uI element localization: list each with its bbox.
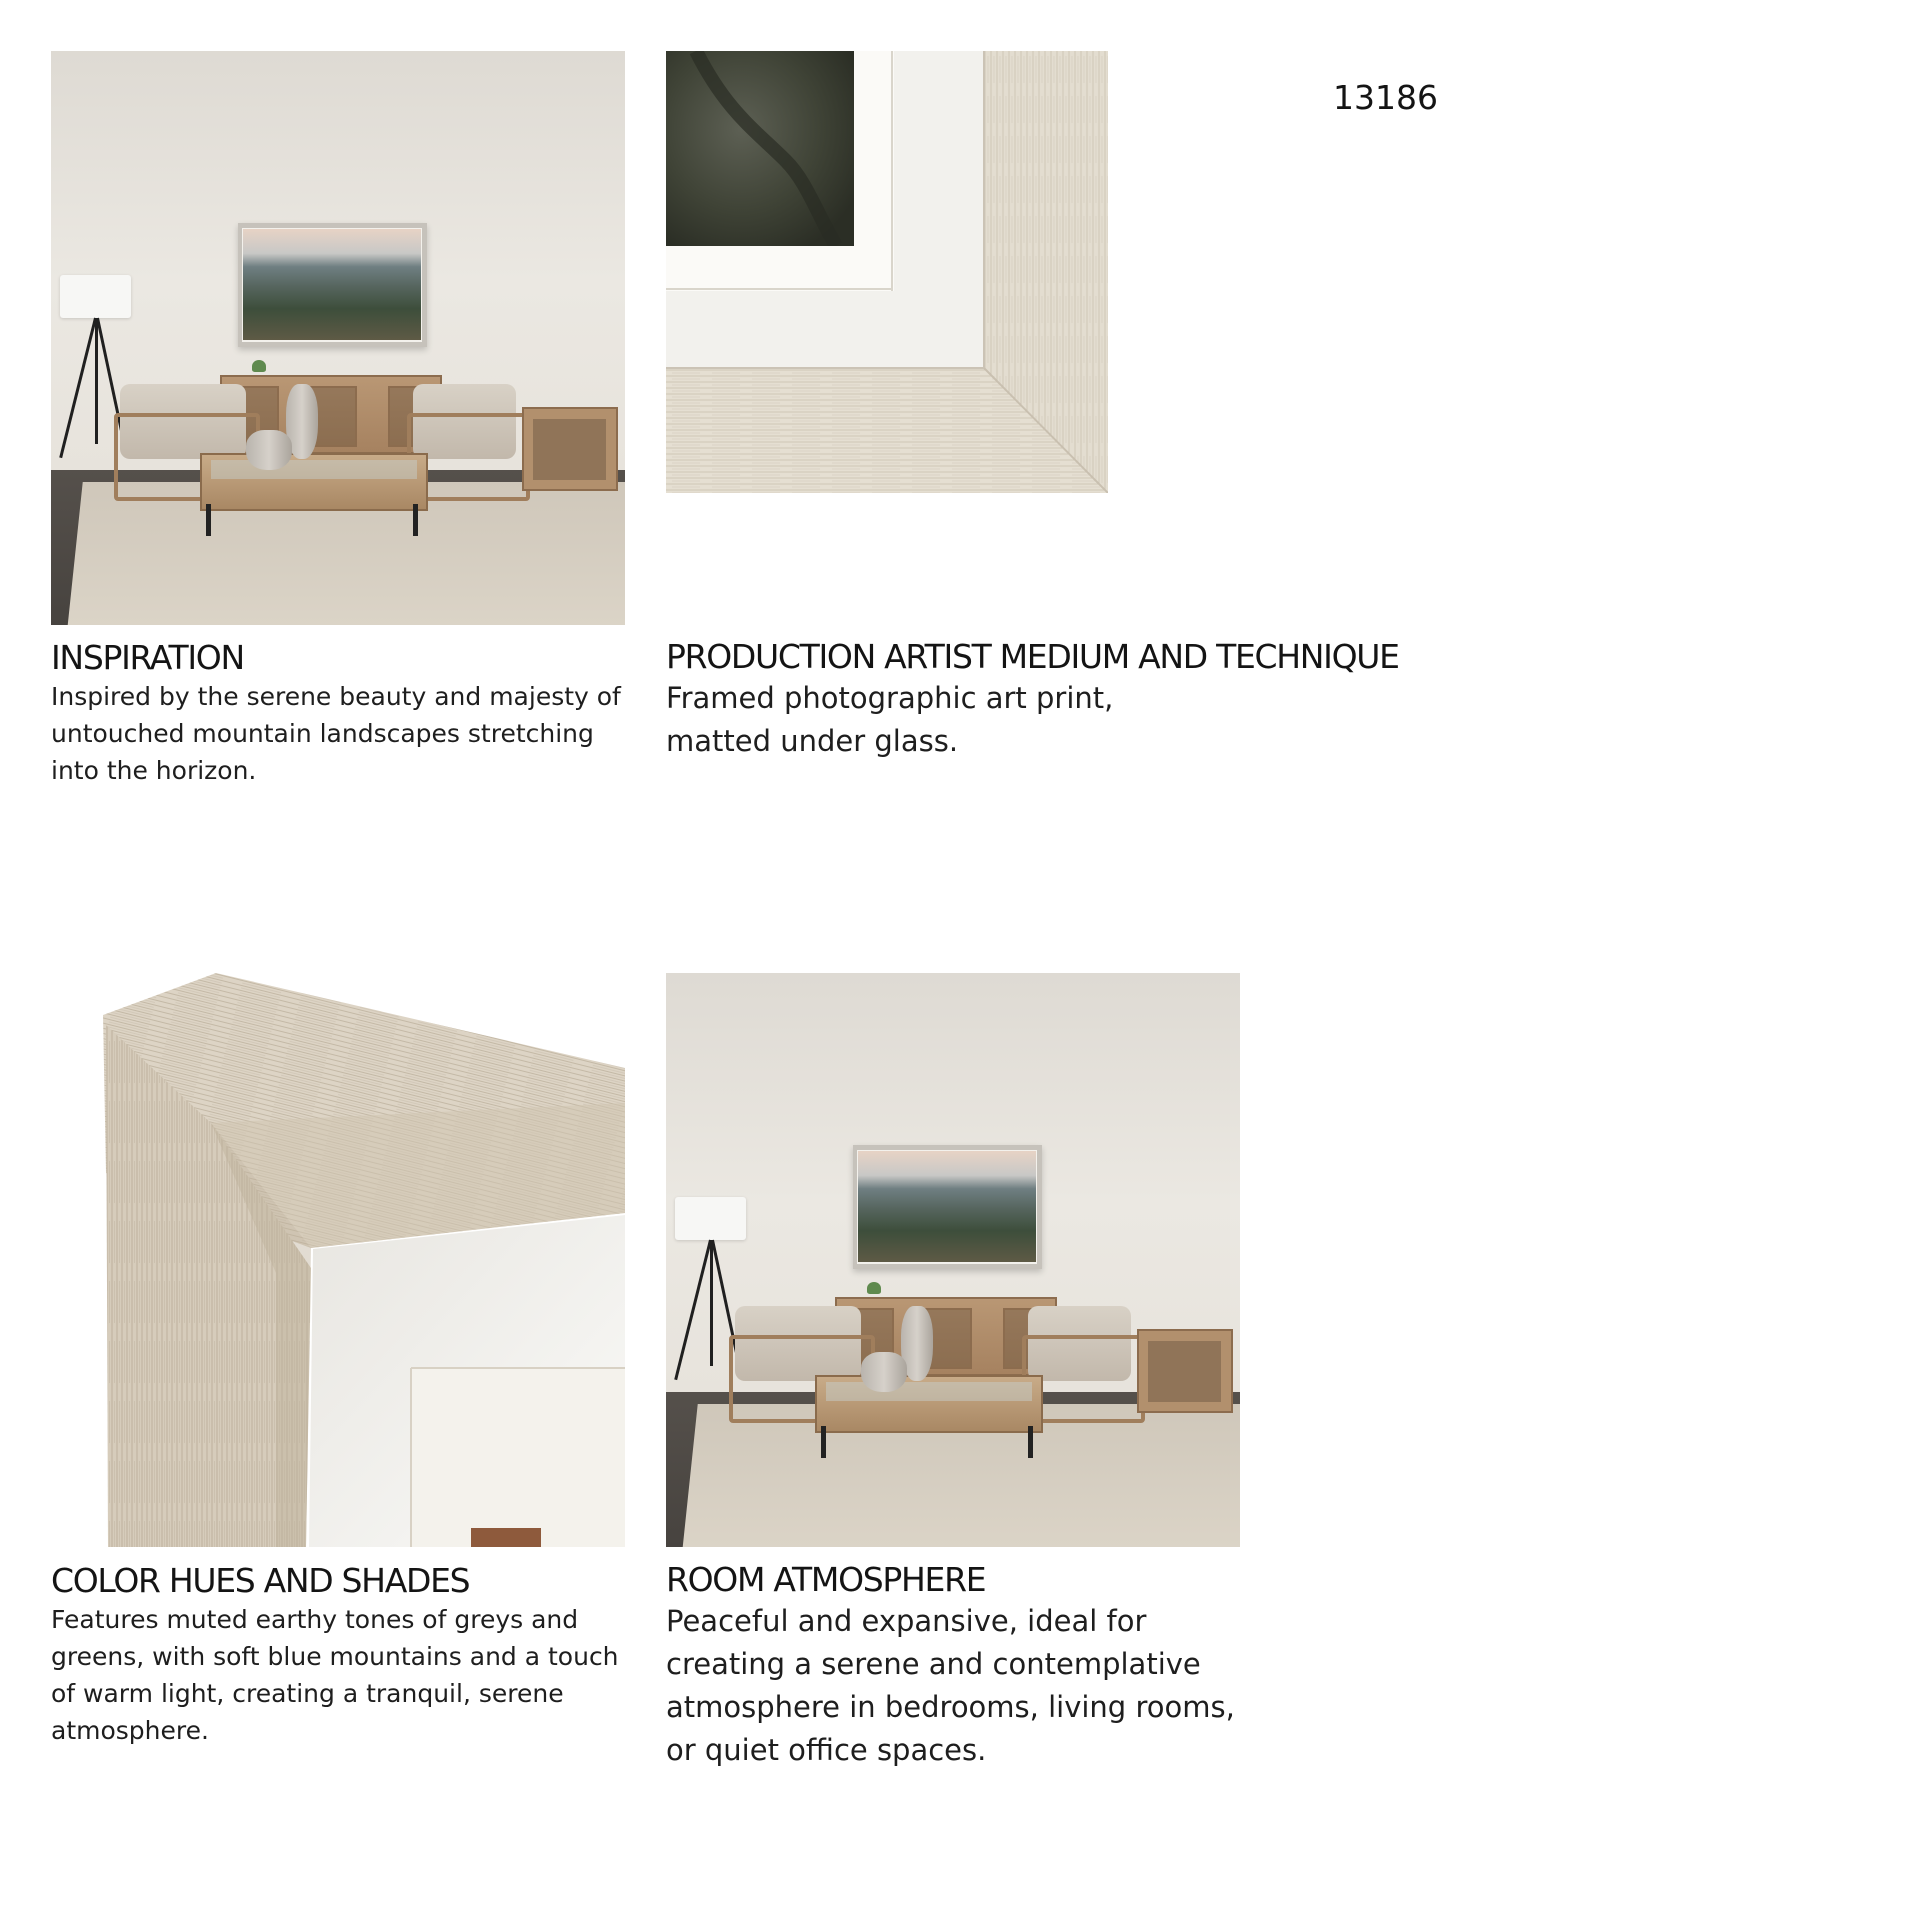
room-photo-atmosphere [666,973,1240,1547]
framed-art-print [853,1145,1042,1268]
frame-profile-closeup [51,973,625,1547]
framed-art-print [238,223,427,346]
coffee-table [815,1375,1043,1434]
mountain-landscape-image [243,229,421,340]
side-cabinet [1137,1329,1233,1413]
room-photo-inspiration [51,51,625,625]
section-text-inspiration: Inspired by the serene beauty and majesty of untouched mountain landscapes stretching into the horizon. [51,682,621,785]
section-title-production: PRODUCTION ARTIST MEDIUM AND TECHNIQUE [666,637,1399,676]
document-number: 13186 [1333,78,1438,117]
coffee-table [200,453,428,512]
frame-corner-closeup [666,51,1108,493]
section-title-room: ROOM ATMOSPHERE [666,1560,986,1599]
section-text-production: Framed photographic art print, matted under glass. [666,681,1114,758]
mountain-landscape-image [858,1151,1036,1262]
section-text-color: Features muted earthy tones of greys and greens, with soft blue mountains and a touch of warm light, creating a tranquil, serene atmosphere. [51,1605,619,1745]
section-text-room: Peaceful and expansive, ideal for creating a serene and contemplative atmosphere in bedrooms, living rooms, or quiet office spaces. [666,1604,1235,1767]
section-title-color: COLOR HUES AND SHADES [51,1561,470,1600]
floor-lamp [60,275,132,318]
section-title-inspiration: INSPIRATION [51,638,244,677]
floor-lamp [675,1197,747,1240]
side-cabinet [522,407,618,491]
